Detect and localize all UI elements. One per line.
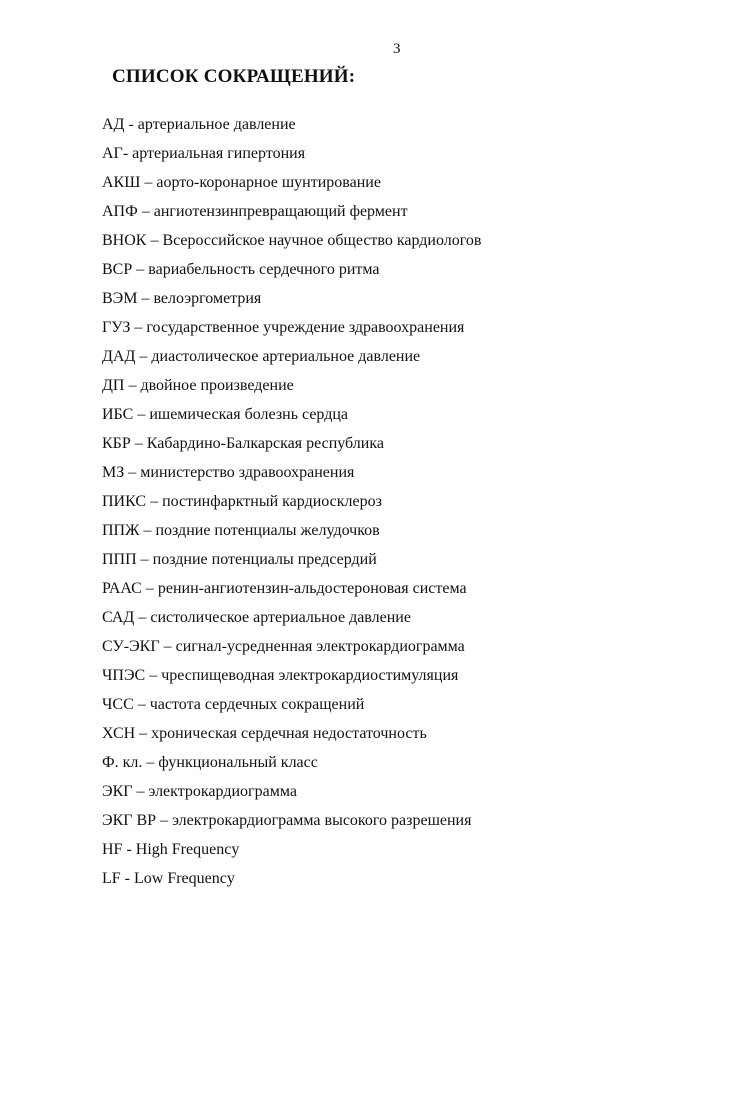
abbreviation-separator: – [132,783,149,800]
abbreviation-term: ИБС [102,406,134,423]
abbreviation-item [102,690,481,719]
abbreviation-definition: поздние потенциалы желудочков [155,522,380,539]
abbreviation-term: ХСН [102,725,136,742]
abbreviation-term: СУ-ЭКГ [102,638,160,655]
abbreviation-item [102,255,481,284]
abbreviation-definition: электрокардиограмма [148,783,297,800]
abbreviation-definition: Всероссийское научное общество кардиологов [162,232,482,249]
abbreviation-separator: – [137,290,154,307]
abbreviation-definition: хроническая сердечная недостаточность [151,725,427,742]
abbreviation-separator: – [137,203,154,220]
abbreviation-item [102,110,481,139]
abbreviation-definition: аорто-коронарное шунтирование [156,174,381,191]
abbreviation-definition: Кабардино-Балкарская республика [146,435,384,452]
abbreviation-separator: – [133,406,150,423]
abbreviation-term: ЭКГ ВР [102,812,157,829]
abbreviation-term: ППП [102,551,137,568]
abbreviation-term: АКШ [102,174,141,191]
abbreviation-separator: – [159,638,176,655]
abbreviation-definition: артериальное давление [137,116,296,133]
abbreviation-separator: - [122,145,133,162]
abbreviation-term: ЭКГ [102,783,133,800]
abbreviation-term: РААС [102,580,142,597]
abbreviation-item [102,313,481,342]
abbreviation-term: АД [102,116,125,133]
abbreviation-definition: частота сердечных сокращений [149,696,365,713]
abbreviation-separator: – [130,319,147,336]
abbreviation-term: HF [102,841,123,858]
abbreviation-definition: ангиотензинпревращающий фермент [153,203,408,220]
abbreviation-definition: вариабельность сердечного ритма [148,261,380,278]
abbreviation-separator: – [133,696,150,713]
abbreviation-item [102,487,481,516]
abbreviation-term: ВНОК [102,232,147,249]
abbreviation-item [102,545,481,574]
abbreviation-separator: - [124,116,138,133]
abbreviation-separator: – [146,493,163,510]
abbreviation-term: ВЭМ [102,290,138,307]
abbreviation-item [102,226,481,255]
abbreviation-term: ППЖ [102,522,140,539]
abbreviation-item [102,400,481,429]
abbreviation-definition: министерство здравоохранения [140,464,355,481]
abbreviation-item [102,139,481,168]
abbreviation-item [102,719,481,748]
abbreviation-term: ДП [102,377,125,394]
abbreviation-separator: – [156,812,173,829]
abbreviation-definition: чреспищеводная электрокардиостимуляция [161,667,459,684]
page-title: СПИСОК СОКРАЩЕНИЙ: [112,66,356,87]
abbreviation-item [102,458,481,487]
abbreviation-separator: – [142,754,159,771]
abbreviation-definition: постинфарктный кардиосклероз [162,493,382,510]
abbreviation-item [102,603,481,632]
abbreviation-item [102,748,481,777]
abbreviation-definition: поздние потенциалы предсердий [152,551,377,568]
abbreviation-definition: электрокардиограмма высокого разрешения [172,812,472,829]
abbreviation-definition: велоэргометрия [153,290,262,307]
abbreviation-item [102,574,481,603]
abbreviation-term: АПФ [102,203,138,220]
abbreviation-definition: ишемическая болезнь сердца [149,406,349,423]
abbreviation-definition: систолическое артериальное давление [150,609,411,626]
abbreviation-separator: – [135,725,152,742]
abbreviation-item [102,371,481,400]
abbreviation-definition: артериальная гипертония [132,145,306,162]
abbreviation-separator: – [124,464,141,481]
abbreviation-separator: – [136,551,153,568]
abbreviation-item [102,661,481,690]
abbreviation-definition: High Frequency [135,841,240,858]
abbreviation-definition: государственное учреждение здравоохранения [146,319,465,336]
abbreviation-item [102,632,481,661]
abbreviation-separator: – [135,348,152,365]
abbreviation-separator: – [140,174,157,191]
abbreviation-term: ДАД [102,348,136,365]
abbreviation-definition: диастолическое артериальное давление [151,348,421,365]
abbreviation-separator: – [145,667,162,684]
abbreviation-term: LF [102,870,121,887]
page-number: 3 [393,41,401,57]
abbreviation-item [102,342,481,371]
abbreviation-term: ЧСС [102,696,134,713]
abbreviation-term: ГУЗ [102,319,131,336]
abbreviation-term: ЧПЭС [102,667,146,684]
abbreviation-definition: Low Frequency [134,870,235,887]
abbreviation-term: САД [102,609,135,626]
abbreviation-term: АГ [102,145,123,162]
abbreviation-separator: - [122,841,136,858]
abbreviation-term: ПИКС [102,493,147,510]
abbreviation-separator: – [139,522,156,539]
abbreviation-term: КБР [102,435,131,452]
abbreviation-term: МЗ [102,464,125,481]
abbreviation-separator: – [134,609,151,626]
abbreviation-separator: – [130,435,147,452]
abbreviation-definition: двойное произведение [140,377,294,394]
abbreviation-term: ВСР [102,261,133,278]
abbreviation-item [102,806,481,835]
abbreviation-definition: ренин-ангиотензин-альдостероновая система [157,580,467,597]
abbreviation-list [102,110,481,893]
abbreviation-definition: сигнал-усредненная электрокардиограмма [175,638,465,655]
abbreviation-item [102,429,481,458]
abbreviation-separator: – [141,580,158,597]
abbreviation-item [102,516,481,545]
abbreviation-definition: функциональный класс [158,754,318,771]
abbreviation-item [102,777,481,806]
abbreviation-item [102,864,481,893]
abbreviation-separator: – [146,232,163,249]
abbreviation-item [102,284,481,313]
abbreviation-term: Ф. кл. [102,754,143,771]
abbreviation-item [102,197,481,226]
abbreviation-separator: - [120,870,134,887]
abbreviation-item [102,835,481,864]
abbreviation-separator: – [124,377,141,394]
abbreviation-separator: – [132,261,149,278]
abbreviation-item [102,168,481,197]
